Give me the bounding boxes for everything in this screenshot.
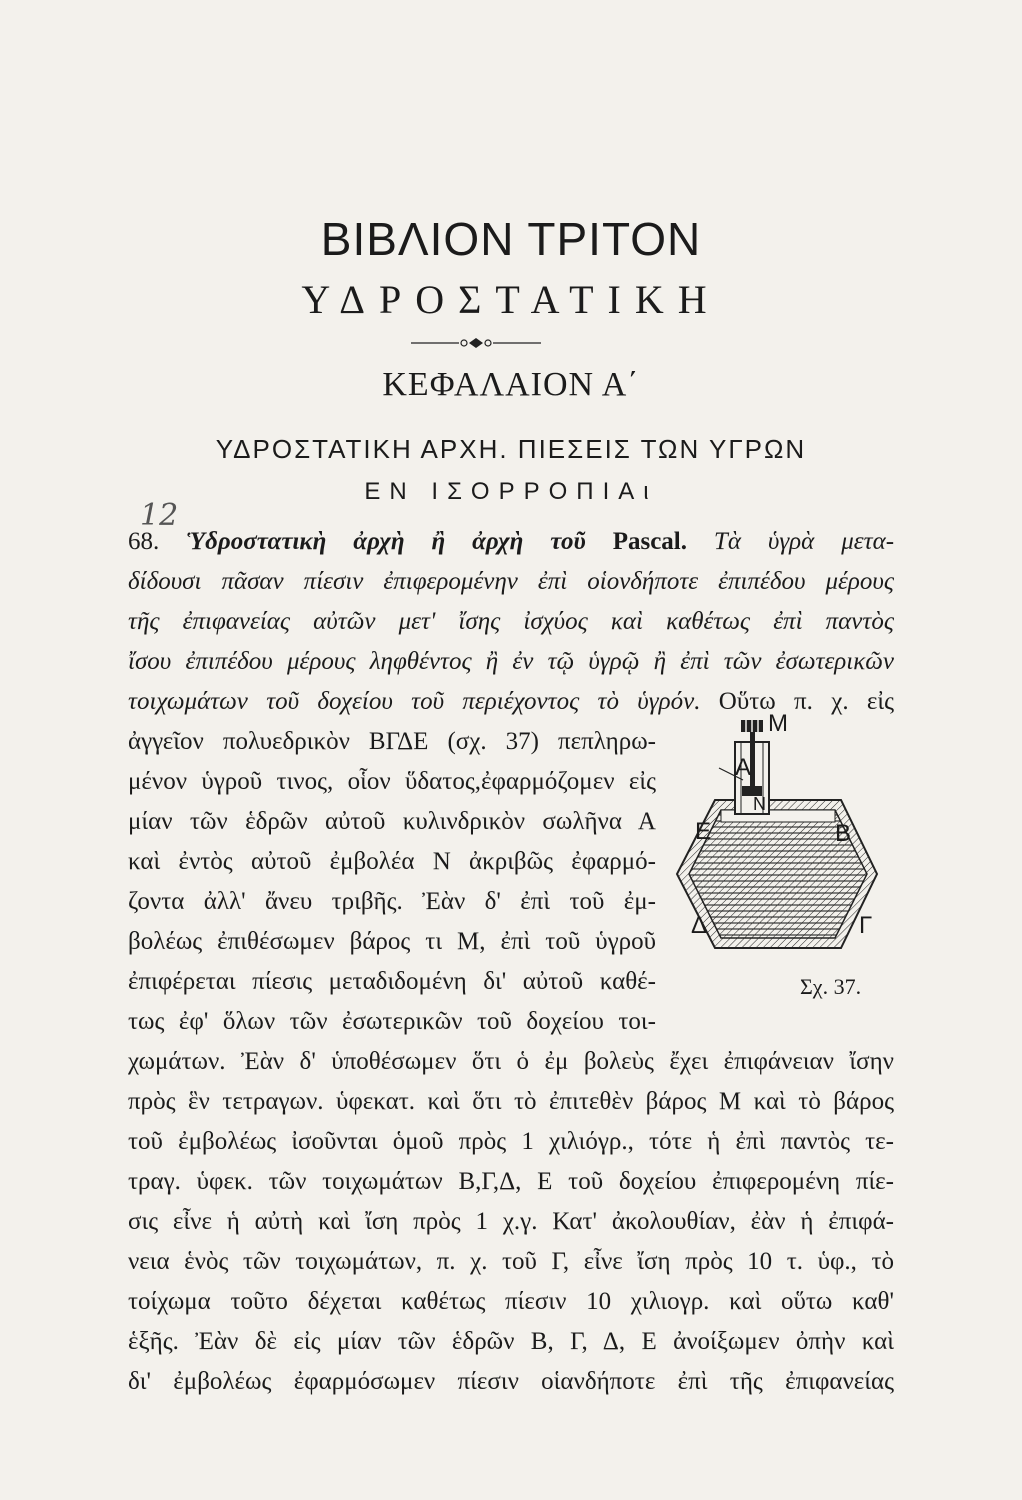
text-line: πρὸς ἓν τετραγων. ὑφεκατ. καὶ ὅτι τὸ ἐπιτεθὲν βάρος Μ καὶ τὸ βάρος: [128, 1088, 894, 1115]
text-line: μένον ὑγροῦ τινος, οἷον ὕδατος,ἐφαρμόζομεν εἰς: [128, 768, 656, 795]
text-line: ἐπιφέρεται πίεσις μεταδιδομένη δι' αὐτοῦ καθέ-: [128, 968, 656, 995]
chapter-title: ΚΕΦΑΛΑΙΟΝ Α΄: [382, 366, 640, 403]
text-line: τως ἐφ' ὅλων τῶν ἐσωτερικῶν τοῦ δοχείου τοι-: [128, 1008, 656, 1035]
text-fragment: Οὕτω π. χ. εἰς: [718, 688, 894, 715]
text-line: ἴσου ἐπιπέδου μέρους ληφθέντος ἢ ἐν τῷ ὑγρῷ ἢ ἐπὶ τῶν ἐσωτερικῶν: [128, 648, 894, 675]
vessel-drawing: [655, 716, 900, 1026]
label-delta: Δ: [691, 912, 708, 939]
text-line: δίδουσι πᾶσαν πίεσιν ἐπιφερομένην ἐπὶ οἱονδήποτε ἐπιπέδου μέρους: [128, 568, 894, 595]
text-line: σις εἶνε ἡ αὐτὴ καὶ ἴση πρὸς 1 χ.γ. Κατ' ἀκολουθίαν, ἐὰν ἡ ἐπιφά-: [128, 1208, 894, 1235]
section-title: Ὑδροστατικὴ ἀρχὴ ἢ ἀρχὴ τοῦ: [186, 528, 586, 555]
label-m: M: [768, 710, 788, 737]
text-line: καὶ ἐντὸς αὐτοῦ ἐμβολέα Ν ἀκριβῶς ἐφαρμό-: [128, 848, 656, 875]
book-title: ΒΙΒΛΙΟΝ ΤΡΙΤΟΝ: [320, 213, 702, 265]
label-a: A: [735, 754, 752, 781]
section-heading-line2: ΕΝ ΙΣΟΡΡΟΠΙΑι: [364, 478, 658, 505]
intro-text: Τὰ ὑγρὰ μετα-: [713, 528, 894, 555]
text-line: μίαν τῶν ἑδρῶν αὐτοῦ κυλινδρικὸν σωλῆνα Α: [128, 808, 656, 835]
text-line: τῆς ἐπιφανείας αὐτῶν μετ' ἴσης ἰσχύος καὶ καθέτως ἐπὶ παντὸς: [128, 608, 894, 635]
text-line: ἑξῆς. Ἐὰν δὲ εἰς μίαν τῶν ἑδρῶν Β, Γ, Δ, Ε ἀνοίξωμεν ὀπὴν καὶ: [128, 1328, 894, 1355]
figure-caption: Σχ. 37.: [800, 974, 862, 999]
text-fragment: τοιχωμάτων τοῦ δοχείου τοῦ περιέχοντος τὸ ὑγρόν.: [128, 688, 701, 715]
text-line: χωμάτων. Ἐὰν δ' ὑποθέσωμεν ὅτι ὁ ἐμ βολεὺς ἔχει ἐπιφάνειαν ἴσην: [128, 1048, 894, 1075]
pascal-name: Pascal.: [612, 528, 687, 555]
text-line: βολέως ἐπιθέσωμεν βάρος τι Μ, ἐπὶ τοῦ ὑγροῦ: [128, 928, 656, 955]
label-e: E: [695, 818, 712, 845]
label-gamma: Γ: [859, 912, 873, 939]
label-b: B: [835, 820, 852, 847]
text-line: δι' ἐμβολέως ἐφαρμόσωμεν πίεσιν οἱανδήποτε ἐπὶ τῆς ἐπιφανείας: [128, 1368, 894, 1395]
text-line: τοῦ ἐμβολέως ἰσοῦνται ὁμοῦ πρὸς 1 χιλιόγρ., τότε ἡ ἐπὶ παντὸς τε-: [128, 1128, 894, 1155]
text-line: νεια ἑνὸς τῶν τοιχωμάτων, π. χ. τοῦ Γ, εἶνε ἴση πρὸς 10 τ. ὑφ., τὸ: [128, 1248, 894, 1275]
figure-37-pascal-vessel: [655, 710, 900, 1026]
subject-title: ΥΔΡΟΣΤΑΤΙΚΗ: [301, 277, 721, 322]
section-number: 68.: [128, 528, 160, 555]
text-line: ἀγγεῖον πολυεδρικὸν ΒΓΔΕ (σχ. 37) πεπληρω-: [128, 728, 656, 755]
text-line: ζοντα ἀλλ' ἄνευ τριβῆς. Ἐὰν δ' ἐπὶ τοῦ ἐμ-: [128, 888, 656, 915]
paragraph-first-line: [128, 526, 894, 560]
section-heading-line1: ΥΔΡΟΣΤΑΤΙΚΗ ΑΡΧΗ. ΠΙΕΣΕΙΣ ΤΩΝ ΥΓΡΩΝ: [215, 434, 807, 464]
label-n: N: [753, 794, 766, 814]
text-line: τραγ. ὑφεκ. τῶν τοιχωμάτων Β,Γ,Δ, Ε τοῦ δοχείου ἐπιφερομένη πίε-: [128, 1168, 894, 1195]
ornament-divider: [411, 336, 541, 350]
pencil-margin-note: 12: [140, 498, 179, 533]
text-line: τοίχωμα τοῦτο δέχεται καθέτως πίεσιν 10 χιλιογρ. καὶ οὕτω καθ': [128, 1288, 894, 1315]
